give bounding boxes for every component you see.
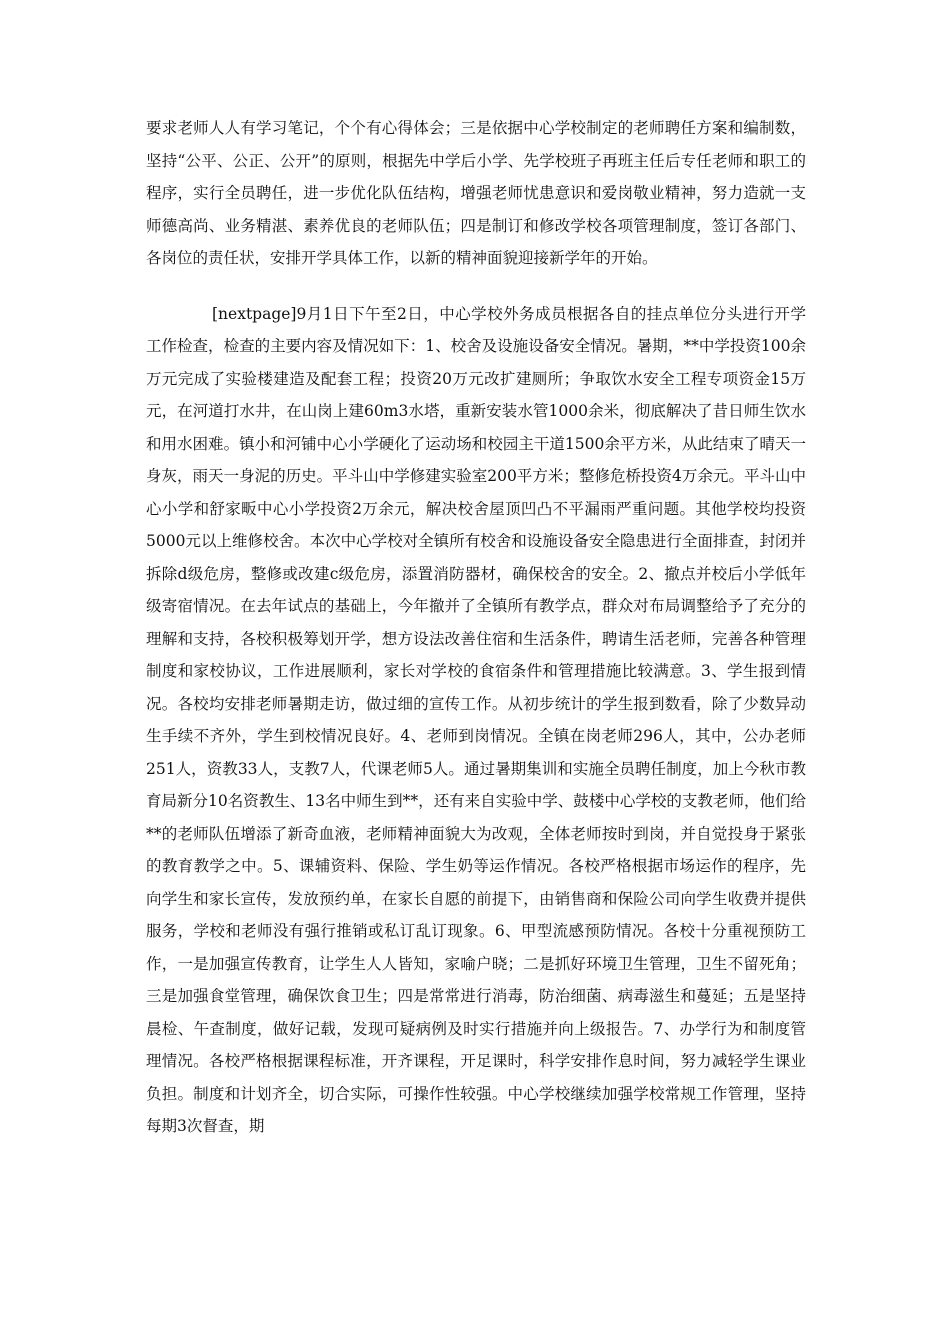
- paragraph-continuation: 要求老师人人有学习笔记，个个有心得体会；三是依据中心学校制定的老师聘任方案和编制数，坚持“公平、公正、公开”的原则，根据先中学后小学、先学校班子再班主任后专任老师和职工的程序，实行全员聘任，进一步优化队伍结构，增强老师忧患意识和爱岗敬业精神，努力造就一支师德高尚、业务精湛、素养优良的老师队伍；四是制订和修改学校各项管理制度，签订各部门、各岗位的责任状，安排开学具体工作，以新的精神面貌迎接新学年的开始。: [146, 119, 806, 267]
- document-body: [146, 112, 806, 1143]
- paragraph-inspection-report: [nextpage]9月1日下午至2日，中心学校外务成员根据各自的挂点单位分头进行开学工作检查，检查的主要内容及情况如下：1、校舍及设施设备安全情况。暑期，**中学投资100余万元完成了实验楼建造及配套工程；投资20万元改扩建厕所；争取饮水安全工程专项资金15万元，在河道打水井，在山岗上建60m3水塔，重新安装水管1000余米，彻底解决了昔日师生饮水和用水困难。镇小和河铺中心小学硬化了运动场和校园主干道1500余平方米，从此结束了晴天一身灰，雨天一身泥的历史。平斗山中学修建实验室200平方米；整修危桥投资4万余元。平斗山中心小学和舒家畈中心小学投资2万余元，解决校舍屋顶凹凸不平漏雨严重问题。其他学校均投资5000元以上维修校舍。本次中心学校对全镇所有校舍和设施设备安全隐患进行全面排查，封闭并拆除d级危房，整修或改建c级危房，添置消防器材，确保校舍的安全。2、撤点并校后小学低年级寄宿情况。在去年试点的基础上，今年撤并了全镇所有教学点，群众对布局调整给予了充分的理解和支持，各校积极筹划开学，想方设法改善住宿和生活条件，聘请生活老师，完善各种管理制度和家校协议，工作进展顺利，家长对学校的食宿条件和管理措施比较满意。3、学生报到情况。各校均安排老师暑期走访，做过细的宣传工作。从初步统计的学生报到数看，除了少数异动生手续不齐外，学生到校情况良好。4、老师到岗情况。全镇在岗老师296人，其中，公办老师251人，资教33人，支教7人，代课老师5人。通过暑期集训和实施全员聘任制度，加上今秋市教育局新分10名资教生、13名中师生到**，还有来自实验中学、鼓楼中心学校的支教老师，他们给**的老师队伍增添了新奇血液，老师精神面貌大为改观，全体老师按时到岗，并自觉投身于紧张的教育教学之中。5、课辅资料、保险、学生奶等运作情况。各校严格根据市场运作的程序，先向学生和家长宣传，发放预约单，在家长自愿的前提下，由销售商和保险公司向学生收费并提供服务，学校和老师没有强行推销或私订乱订现象。6、甲型流感预防情况。各校十分重视预防工作，一是加强宣传教育，让学生人人皆知，家喻户晓；二是抓好环境卫生管理，卫生不留死角；三是加强食堂管理，确保饮食卫生；四是常常进行消毒，防治细菌、病毒滋生和蔓延；五是坚持晨检、午查制度，做好记载，发现可疑病例及时实行措施并向上级报告。7、办学行为和制度管理情况。各校严格根据课程标准，开齐课程，开足课时，科学安排作息时间，努力减轻学生课业负担。制度和计划齐全，切合实际，可操作性较强。中心学校继续加强学校常规工作管理，坚持每期3次督查，期: [146, 304, 806, 1135]
